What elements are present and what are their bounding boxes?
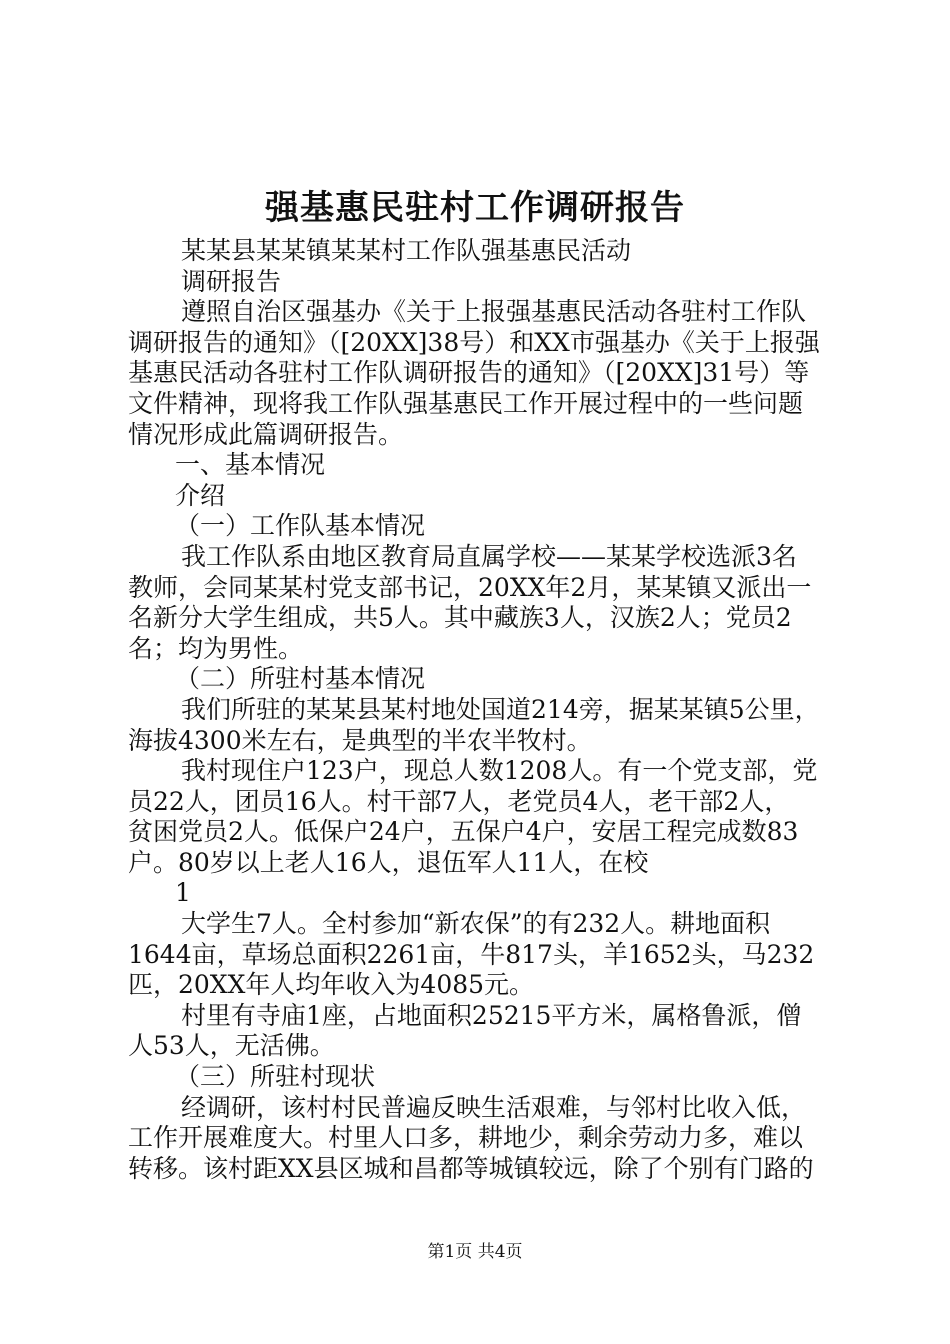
subsection-heading: （三）所驻村现状	[175, 1062, 376, 1092]
inline-page-number: 1	[175, 878, 191, 908]
paragraph-line: 转移。该村距XX县区城和昌都等城镇较远，除了个别有门路的	[128, 1153, 814, 1183]
paragraph-line: 员22人，团员16人。村干部7人，老党员4人，老干部2人，	[128, 786, 790, 816]
paragraph-line: 工作开展难度大。村里人口多，耕地少，剩余劳动力多，难以	[128, 1123, 804, 1153]
paragraph-line: 调研报告的通知》（[20XX]38号）和XX市强基办《关于上报强	[128, 327, 820, 357]
subsection-heading: （一）工作队基本情况	[175, 511, 426, 541]
paragraph-line: 户。80岁以上老人16人，退伍军人11人，在校	[128, 847, 649, 877]
document-body	[128, 236, 834, 1184]
paragraph-line: 海拔4300米左右，是典型的半农半牧村。	[128, 725, 592, 755]
paragraph-line: 某某县某某镇某某村工作队强基惠民活动	[181, 236, 632, 265]
section-heading: 一、基本情况	[175, 450, 326, 480]
document-title: 强基惠民驻村工作调研报告	[265, 188, 685, 228]
paragraph-line: 大学生7人。全村参加“新农保”的有232人。耕地面积	[181, 909, 771, 939]
paragraph-line: 贫困党员2人。低保户24户，五保户4户，安居工程完成数83	[128, 817, 799, 847]
paragraph-line: 人53人，无活佛。	[128, 1031, 335, 1061]
paragraph-line: 调研报告	[181, 266, 282, 296]
paragraph-line: 基惠民活动各驻村工作队调研报告的通知》（[20XX]31号）等	[128, 358, 810, 388]
paragraph-line: 遵照自治区强基办《关于上报强基惠民活动各驻村工作队	[181, 297, 807, 327]
paragraph-line: 我村现住户123户，现总人数1208人。有一个党支部，党	[181, 756, 818, 786]
paragraph-line: 名；均为男性。	[128, 633, 304, 663]
paragraph-line: 名新分大学生组成，共5人。其中藏族3人，汉族2人；党员2	[128, 603, 792, 633]
paragraph-line: 匹，20XX年人均年收入为4085元。	[128, 970, 535, 1000]
paragraph-line: 经调研，该村村民普遍反映生活艰难，与邻村比收入低，	[181, 1092, 807, 1122]
paragraph-line: 1644亩，草场总面积2261亩，牛817头，羊1652头，马232	[128, 939, 815, 969]
page-footer: 第1页 共4页	[427, 1242, 523, 1262]
paragraph-line: 文件精神，现将我工作队强基惠民工作开展过程中的一些问题	[128, 388, 804, 418]
paragraph-line: 介绍	[175, 480, 226, 510]
subsection-heading: （二）所驻村基本情况	[175, 664, 426, 694]
paragraph-line: 情况形成此篇调研报告。	[128, 419, 404, 449]
paragraph-line: 我们所驻的某某县某村地处国道214旁，据某某镇5公里，	[181, 694, 820, 724]
paragraph-line: 我工作队系由地区教育局直属学校——某某学校选派3名	[181, 541, 797, 571]
paragraph-line: 村里有寺庙1座，占地面积25215平方米，属格鲁派，僧	[181, 1000, 802, 1030]
paragraph-line: 教师，会同某某村党支部书记，20XX年2月，某某镇又派出一	[128, 572, 812, 602]
